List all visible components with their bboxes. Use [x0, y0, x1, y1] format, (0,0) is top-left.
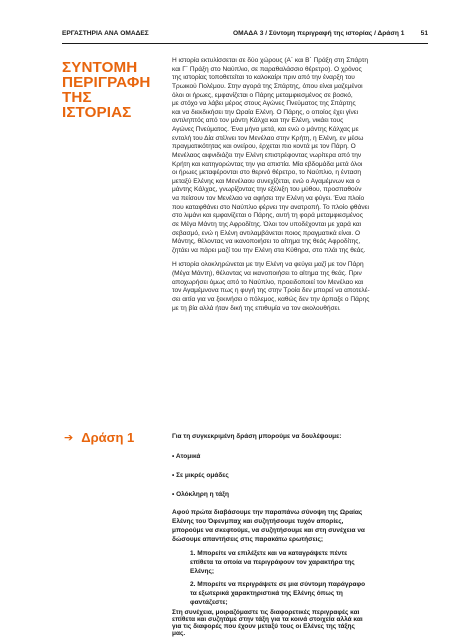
- text-line: πραγματικότητας και ονείρου, έρχεται πιο κοντά με τον Πάρη. Ο: [172, 143, 356, 151]
- question-2: [172, 580, 430, 607]
- text-line: και Γ΄ Πράξη στο Ναύπλιο, σε παραθαλάσσιο θέρετρο). Ο χρόνος: [172, 65, 362, 73]
- section-heading-line: ΙΣΤΟΡΙΑΣ: [62, 104, 132, 121]
- text-line: Ελένης;: [190, 568, 215, 575]
- text-line: και να διεκδικήσει την Ωραία Ελένη. Ο Πάρης, ο οποίος έχει γίνει: [172, 108, 359, 116]
- text-line: Η ιστορία εκτυλίσσεται σε δύο χώρους (Α΄ και Β΄ Πράξη στη Σπάρτη: [172, 57, 369, 64]
- discussion-paragraph: [172, 609, 430, 637]
- list-item: • Σε μικρές ομάδες: [172, 472, 229, 479]
- section-heading: [62, 60, 162, 120]
- text-line: Για τη συγκεκριμένη δράση μπορούμε να δουλέψουμε:: [172, 433, 342, 440]
- action-heading: [64, 430, 134, 445]
- question-1: [172, 549, 430, 576]
- section-heading-line: ΤΗΣ: [62, 89, 92, 106]
- text-line: Μάντης, θέλοντας να ικανοποιήσει το αίτημα της θεάς Αφροδίτης,: [172, 238, 361, 246]
- list-item: • Ολόκληρη η τάξη: [172, 491, 230, 498]
- story-summary: [172, 57, 430, 313]
- text-line: της ιστορίας τοποθετείται το καλοκαίρι πριν από την έναρξη του: [172, 74, 355, 82]
- text-line: Αφού πρώτα διαβάσουμε την παραπάνω σύνοψη της Ωραίας: [172, 509, 363, 516]
- text-line: Ελένης του Όφενμπαχ και συζητήσουμε τυχόν απορίες,: [172, 518, 344, 525]
- text-line: σει αιτία για να ξεκινήσει ο πόλεμος, καθώς δεν την άρπαξε ο Πάρης: [172, 295, 370, 303]
- text-line: εντολή του Δία στέλνει τον Μενέλαο στην Κρήτη, η Ελένη, εν μέσω: [172, 134, 364, 142]
- text-line: τα εξωτερικά χαρακτηριστικά της Ελένης όπως τη: [190, 590, 343, 597]
- list-item: • Ατομικά: [172, 453, 201, 460]
- text-line: σε Μέγα Μάντη της Αφροδίτης. Όλοι τον υποδέχονται με χαρά και: [172, 220, 362, 228]
- text-line: τον Αγαμέμνονα πως η φυγή της στην Τροία δεν μπορεί να αποτελέ-: [172, 287, 370, 295]
- text-line: που καταφθάνει στο Ναύπλιο φέρνει την ανατροπή. Το πλοίο φθάνει: [172, 203, 370, 211]
- text-line: σεβασμό, ενώ η Ελένη αντιλαμβάνεται ποιος πραγματικά είναι. Ο: [172, 229, 361, 237]
- text-line: Μενέλαος αιφνιδιάζει την Ελένη επιστρέφοντας νωρίτερα από την: [172, 151, 362, 159]
- text-line: (Μέγα Μάντη), θέλοντας να ικανοποιήσει το αίτημα της θεάς. Πριν: [172, 270, 362, 277]
- text-line: επίθετα και συζητάμε στην τάξη για τα κοινά στοιχεία αλλά και: [172, 616, 363, 623]
- text-line: μπορούμε να σκεφτούμε, να συζητήσουμε και στη συνέχεια να: [172, 527, 365, 534]
- text-line: 2. Μπορείτε να περιγράψετε σε μια σύντομη παράγραφο: [190, 581, 366, 588]
- section-heading-line: ΠΕΡΙΓΡΑΦΗ: [62, 74, 151, 91]
- text-line: στο λιμάνι και εμφανίζεται ο Πάρης, αυτή τη φορά μεταμφιεσμένος: [172, 212, 363, 220]
- instructions-paragraph: [172, 508, 430, 544]
- header-breadcrumb: ΟΜΑΔΑ 3 / Σύντομη περιγραφή της ιστορίας / Δράση 1: [233, 30, 405, 37]
- text-line: για τις διαφορές που έχουν μεταξύ τους οι Ελένες της τάξης: [172, 623, 355, 630]
- header-section-title: ΕΡΓΑΣΤΗΡΙΑ ΑΝΑ ΟΜΑΔΕΣ: [62, 30, 149, 37]
- text-line: αποχωρήσει όμως από το Ναύπλιο, προειδοποιεί τον Μενέλαο και: [172, 278, 364, 286]
- text-line: Η ιστορία ολοκληρώνεται με την Ελένη να φεύγει μαζί με τον Πάρη: [172, 261, 364, 269]
- text-line: Τρωικού Πολέμου. Στην αγορά της Σπάρτης, όπου είναι μαζεμένοι: [172, 82, 363, 90]
- arrow-right-icon: ➔: [64, 432, 74, 444]
- text-line: Αγώνες Πνεύματος. Ένα μήνα μετά, και ενώ ο μάντης Κάλχας με: [172, 126, 359, 133]
- option-small-groups: [172, 471, 430, 480]
- running-header: [62, 30, 428, 40]
- story-paragraph-1: [172, 57, 430, 255]
- text-line: με τη βία αλλά ήταν δική της επιθυμία να τον ακολουθήσει.: [172, 304, 341, 312]
- text-line: 1. Μπορείτε να επιλέξετε και να καταγράψετε πέντε: [190, 550, 348, 557]
- text-line: μάντης Κάλχας, γνωρίζοντας την εξέλιξη του μύθου, προσπαθούν: [172, 186, 362, 194]
- text-line: αντιληπτός από τον μάντη Κάλχα και την Ελένη, νικάει τους: [172, 117, 344, 125]
- action-title: Δράση 1: [81, 430, 135, 445]
- action-intro: [172, 432, 430, 441]
- header-divider: [62, 43, 428, 44]
- option-whole-class: [172, 490, 430, 499]
- text-line: να πείσουν τον Μενέλαο να αφήσει την Ελένη να φύγει. Ένα πλοίο: [172, 195, 365, 202]
- story-paragraph-2: [172, 261, 430, 313]
- section-heading-line: ΣΥΝΤΟΜΗ: [62, 59, 138, 76]
- text-line: όλοι οι ήρωες, εμφανίζεται ο Πάρης μεταμφιεσμένος σε βοσκό,: [172, 91, 353, 99]
- text-line: οι ήρωες μεταφέρονται στο θερινό θέρετρο, το Ναύπλιο, η ένταση: [172, 169, 362, 177]
- option-individual: [172, 452, 430, 461]
- text-line: φαντάζεστε;: [190, 599, 228, 606]
- text-line: επίθετα τα οποία να περιγράφουν τον χαρακτήρα της: [190, 559, 355, 566]
- text-line: ζητάει να πάρει μαζί του την Ελένη στα Κύθηρα, στο πλάι της θεάς.: [172, 246, 366, 254]
- text-line: δώσουμε απαντήσεις στις παρακάτω ερωτήσεις;: [172, 536, 324, 543]
- text-line: Στη συνέχεια, μοιραζόμαστε τις διαφορετικές περιγραφές και: [172, 609, 360, 616]
- page-number: 51: [420, 30, 428, 37]
- text-line: με στόχο να λάβει μέρος στους Αγώνες Πνεύματος της Σπάρτης: [172, 100, 356, 108]
- text-line: Κρήτη και κατηγορώντας την για απιστία. Μία εβδομάδα μετά όλοι: [172, 160, 363, 168]
- text-line: μεταξύ Ελένης και Μενέλαου συνεχίζεται, ενώ ο Αγαμέμνων και ο: [172, 177, 360, 185]
- text-line: μας.: [172, 630, 186, 637]
